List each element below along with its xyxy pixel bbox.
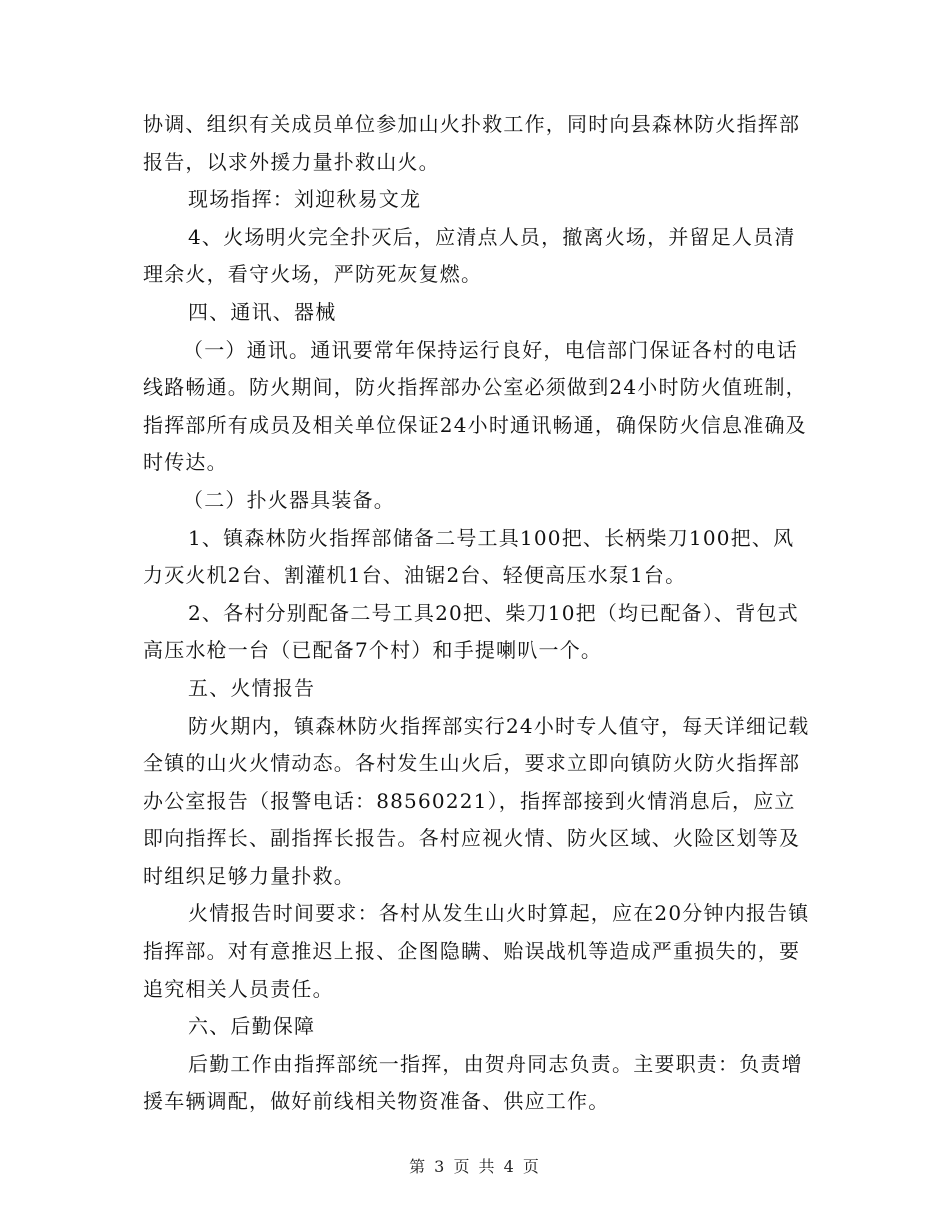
paragraph-equipment-1: 1、镇森林防火指挥部储备二号工具100把、长柄柴刀100把、风力灭火机2台、割灌机1台、油锯2台、轻便高压水泵1台。 bbox=[143, 525, 795, 588]
paragraph-equipment-2: 2、各村分别配备二号工具20把、柴刀10把（均已配备）、背包式高压水枪一台（已配备7个村）和手提喇叭一个。 bbox=[143, 600, 799, 663]
paragraph-logistics: 后勤工作由指挥部统一指挥，由贺舟同志负责。主要职责：负责增援车辆调配，做好前线相关物资准备、供应工作。 bbox=[143, 1051, 803, 1114]
paragraph-fire-report: 防火期内，镇森林防火指挥部实行24小时专人值守，每天详细记载全镇的山火火情动态。各村发生山火后，要求立即向镇防火防火指挥部办公室报告（报警电话：88560221），指挥部接到火情消息后，应立即向指挥长、副指挥长报告。各村应视火情、防火区域、火险区划等及时组织足够力量扑救。 bbox=[143, 713, 810, 888]
section-heading-fire-report: 五、火情报告 bbox=[188, 675, 316, 700]
paragraph-continuation: 协调、组织有关成员单位参加山火扑救工作，同时向县森林防火指挥部报告，以求外援力量扑救山火。 bbox=[143, 112, 801, 174]
paragraph-report-time: 火情报告时间要求：各村从发生山火时算起，应在20分钟内报告镇指挥部。对有意推迟上报、企图隐瞒、贻误战机等造成严重损失的，要追究相关人员责任。 bbox=[143, 901, 810, 1001]
document-body bbox=[143, 106, 813, 1121]
paragraph-onsite-command: 现场指挥：刘迎秋易文龙 bbox=[188, 187, 422, 212]
subheading-equipment: （二）扑火器具装备。 bbox=[183, 487, 395, 512]
paragraph-communications: （一）通讯。通讯要常年保持运行良好，电信部门保证各村的电话线路畅通。防火期间，防火指挥部办公室必须做到24小时防火值班制，指挥部所有成员及相关单位保证24小时通讯畅通，确保防火信息准确及时传达。 bbox=[143, 337, 807, 475]
section-heading-communications: 四、通讯、器械 bbox=[188, 299, 337, 324]
paragraph-item-4: 4、火场明火完全扑灭后，应清点人员，撤离火场，并留足人员清理余火，看守火场，严防死灰复燃。 bbox=[143, 224, 796, 287]
section-heading-logistics: 六、后勤保障 bbox=[188, 1014, 316, 1039]
page-footer: 第 3 页 共 4 页 bbox=[409, 1157, 541, 1176]
